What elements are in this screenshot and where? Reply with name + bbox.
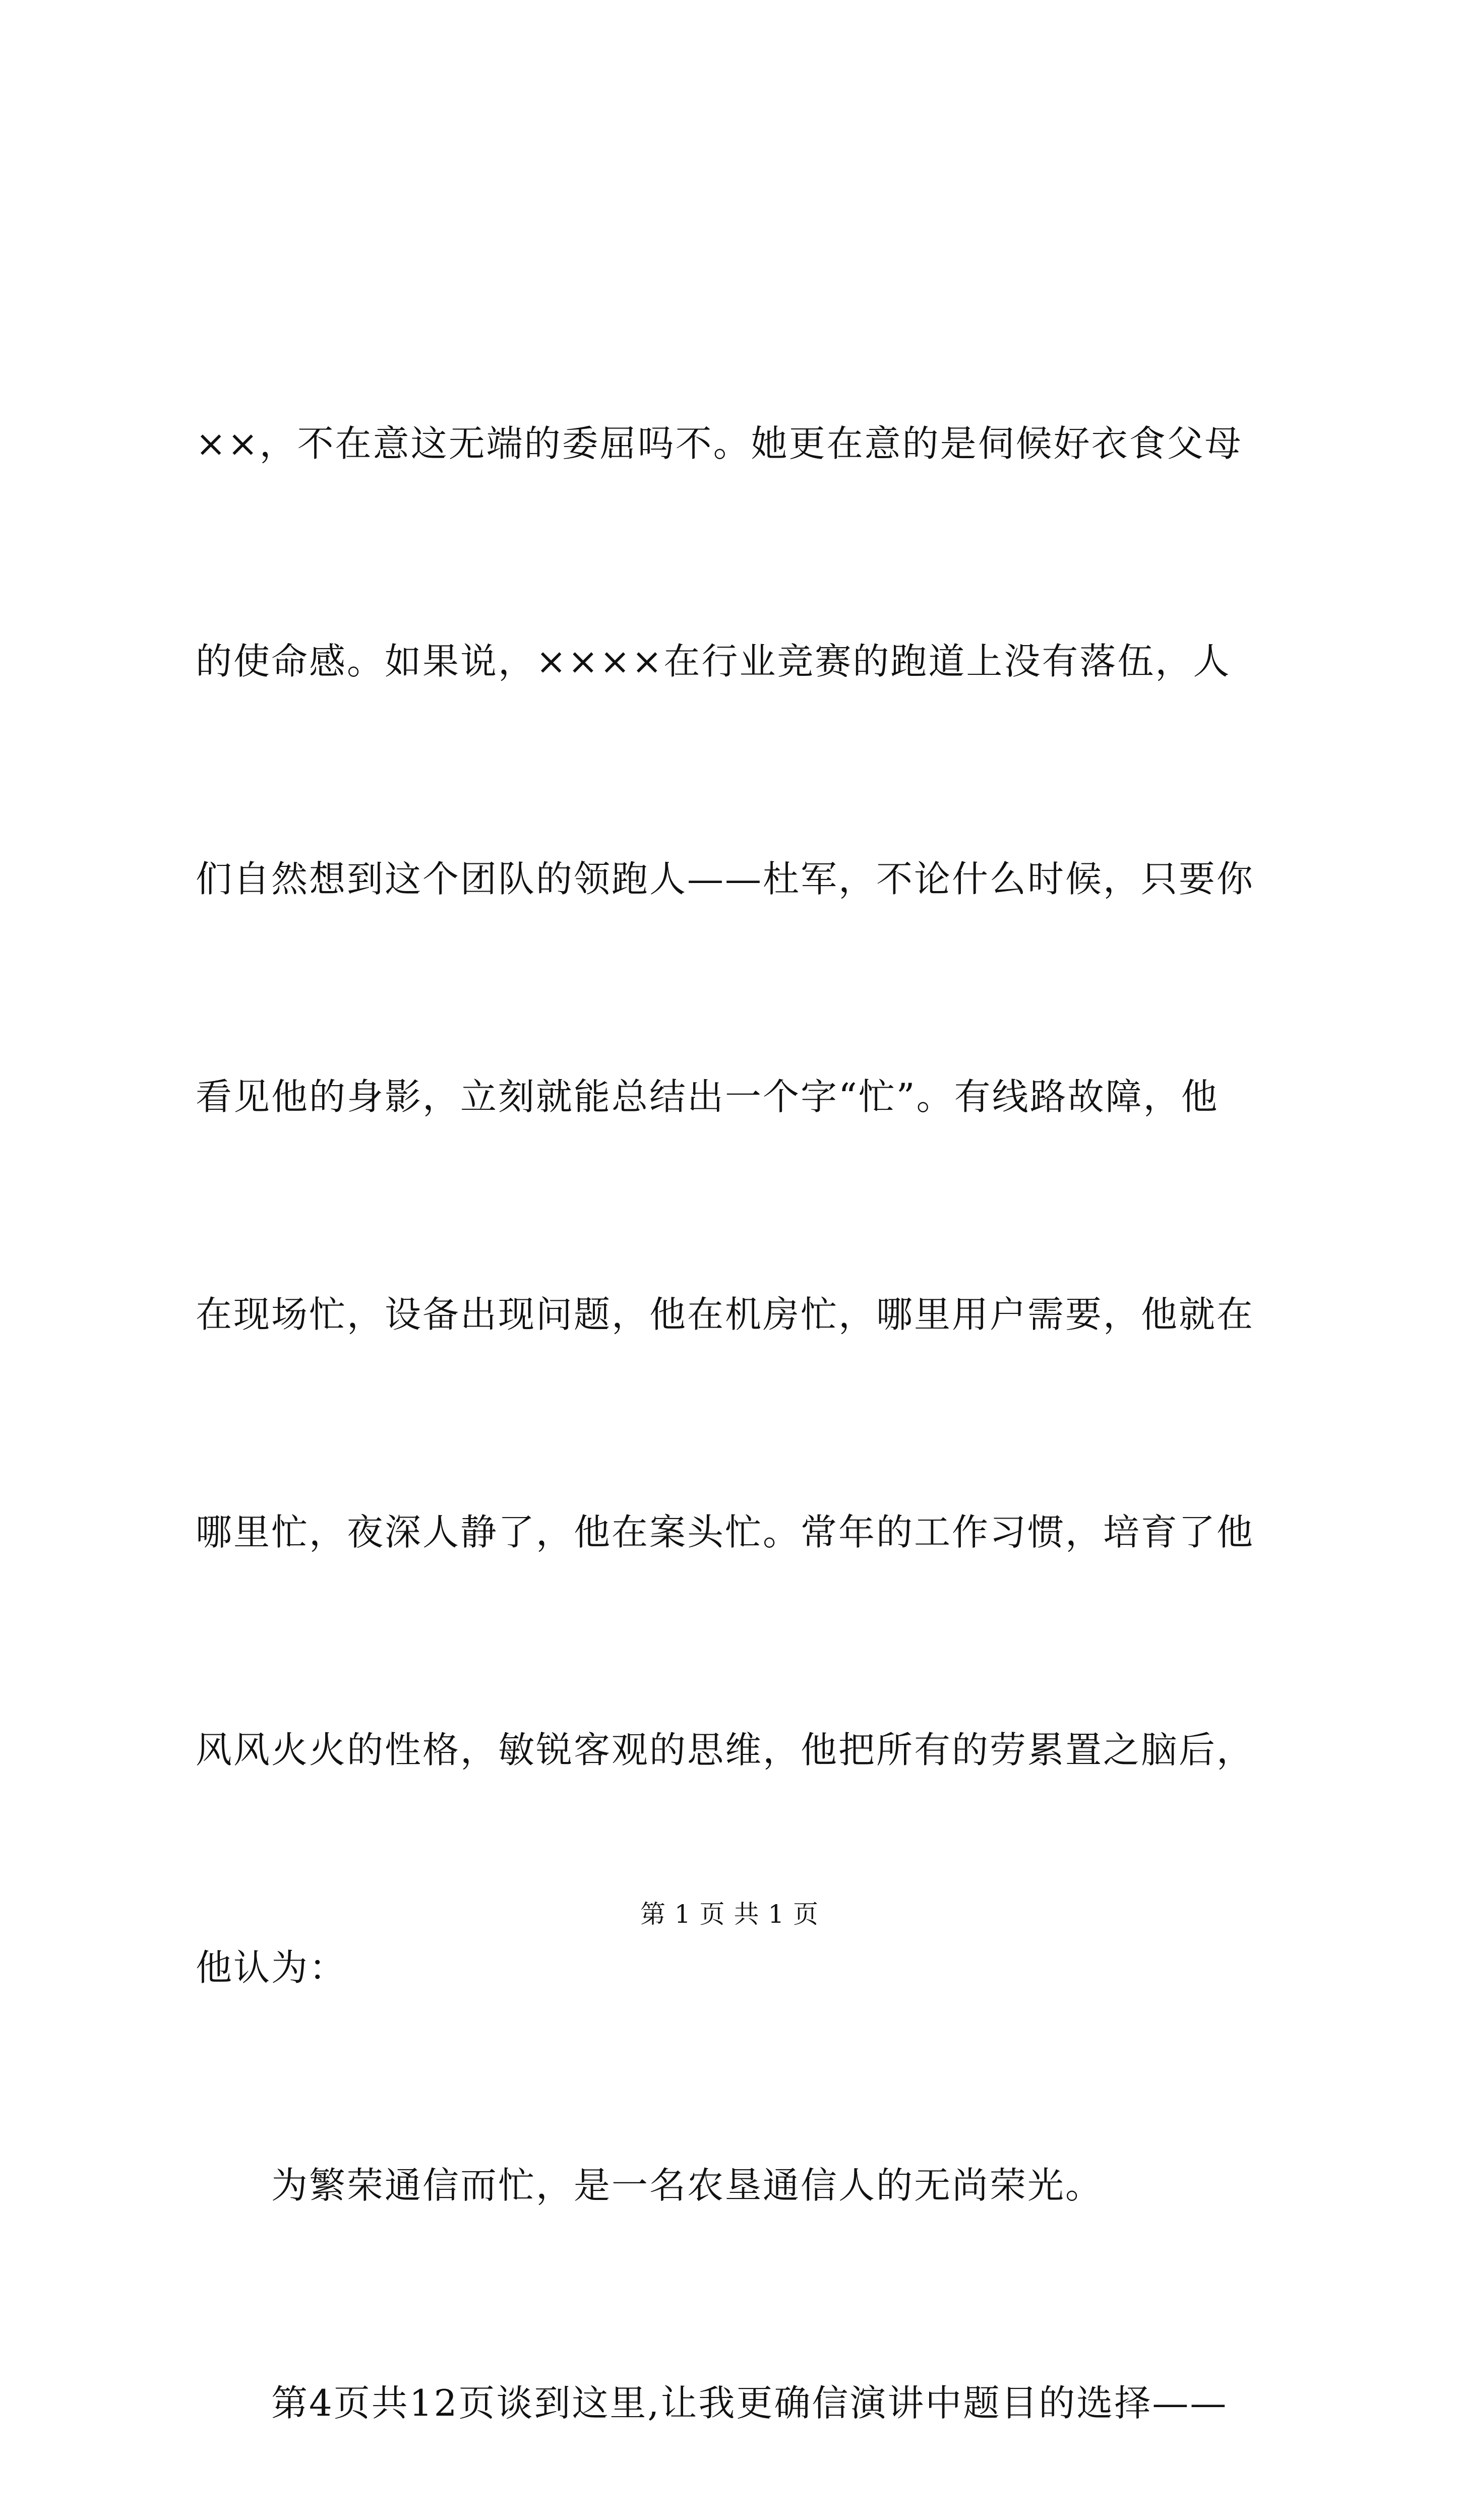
page-footer: 第 1 页 共 1 页: [640, 1900, 819, 1929]
text-line: 们自然想到这个团队的领跑人——杜军，不论什么时候，只要你: [196, 858, 1255, 900]
text-line: 看见他的身影，立刻就能总结出一个字“忙”。有线路故障，他: [196, 1076, 1219, 1118]
body-text: [196, 262, 1285, 2520]
text-line: 的使命感。如果说，××××在行业竞赛的跑道上没有落伍，人: [196, 640, 1231, 682]
text-line: 风风火火的性格，敏锐客观的思维，他把所有的劳累置之脑后，: [196, 1729, 1255, 1771]
text-line: 在现场忙，设备出现问题，他在机房忙，哪里用户需要，他就在: [196, 1293, 1255, 1336]
text-line: 为繁荣通信而忙，是一名农垦通信人的无尚荣光。: [196, 2164, 1104, 2207]
text-line: 他认为：: [196, 1946, 347, 1989]
text-line: ××，不在意这无端的委屈吗不。她更在意的是伺候好衣食父母: [196, 422, 1243, 465]
text-line: 哪里忙，夜深人静了，他在案头忙。常年的工作习惯，培育了他: [196, 1511, 1255, 1553]
text-line: 第4页共12页谈到这里,让我更确信演讲中题目的选择——: [196, 2382, 1228, 2424]
